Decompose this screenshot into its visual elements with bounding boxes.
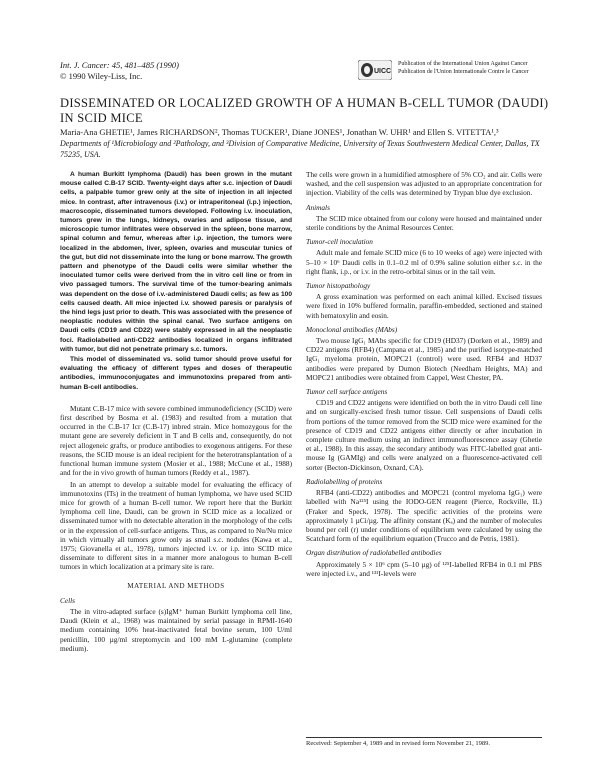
animals-heading: Animals: [306, 202, 330, 212]
right-column: [306, 170, 542, 580]
mabs-paragraph: Two mouse IgG₁ MAbs specific for CD19 (HD37) (Dorken et al., 1989) and CD22 antigens (RFB4) (Campana et al., 1985) and the purified isotype-matched IgG₁ myeloma protein, MOPC21 (control) were used. RFB4 and HD37 antibodies were prepared by Dumon Biotech (Needham Heights, MA) and MOPC21 antibodies were obtained from Cappel, West Chester, PA.: [306, 336, 542, 382]
cells-heading: Cells: [60, 595, 75, 605]
mabs-heading: Monoclonal antibodies (MAbs): [306, 324, 398, 334]
inoculation-paragraph: Adult male and female SCID mice (6 to 10 weeks of age) were injected with 5–10 × 10⁶ Daudi cells in 0.1–0.2 ml of 0.9% saline solution either s.c. in the right flank, i.p., or i.v. in the retro-orbital sinus or in the tail vein.: [306, 248, 542, 276]
animals-paragraph: The SCID mice obtained from our colony were housed and maintained under sterile conditions by the Animal Resources Center.: [306, 213, 542, 233]
journal-citation: Int. J. Cancer: 45, 481–485 (1990): [60, 60, 179, 70]
received-footnote: Received: September 4, 1989 and in revised form November 21, 1989.: [306, 737, 542, 748]
left-column: [60, 170, 292, 655]
intro-paragraph-2: In an attempt to develop a suitable model for evaluating the efficacy of immunotoxins (ITs) in the treatment of human lymphoma, we have used SCID mice for growth of a human B-cell tumor. We report here that the Burkitt lymphoma cell line, Daudi, can be grown in SCID mice as a localized or disseminated tumor with no detectable alteration in the morphology of the cells or in the expression of cell-surface antigens. Thus, as compared to Nu/Nu mice in which virtually all tumors grow only as small s.c. nodules (Kawa et al., 1975; Giovanella et al., 1978), tumors injected i.v. or i.p. into SCID mice disseminate to different sites in a manner more analogous to human B-cell tumors in which localization at a primary site is rare.: [60, 479, 292, 572]
cells-paragraph: The in vitro-adapted surface (s)IgM⁺ human Burkitt lymphoma cell line, Daudi (Klein et al., 1968) was maintained by serial passage in RPMI-1640 medium containing 10% heat-inactivated fetal bovine serum, 100 U/ml penicillin, 100 µg/ml streptomycin and 100 mM L-glutamine (complete medium).: [60, 606, 292, 653]
radiolabelling-heading: Radiolabelling of proteins: [306, 476, 383, 486]
histopathology-heading: Tumor histopathology: [306, 281, 371, 291]
histopathology-paragraph: A gross examination was performed on each animal killed. Excised tissues were fixed in 10% buffered formalin, paraffin-embedded, sectioned and stained with hematoxylin and eosin.: [306, 292, 542, 320]
publisher-block: [358, 60, 558, 80]
svg-text:UICC: UICC: [374, 68, 392, 75]
abstract-paragraph-2: This model of disseminated vs. solid tumor should prove useful for evaluating the efficacy of different types and doses of therapeutic antibodies, immunoconjugates and immunotoxins prepared from anti-human B-cell antibodies.: [60, 356, 292, 391]
antigens-heading: Tumor cell surface antigens: [306, 387, 388, 397]
abstract-paragraph-1: A human Burkitt lymphoma (Daudi) has been grown in the mutant mouse called C.B-17 SCID. Twenty-eight days after s.c. injection of Daudi cells, a palpable tumor grew only at the site of injection in all injected mice. In contrast, after intravenous (i.v.) or intraperitoneal (i.p.) injection, macroscopic, disseminated tumors developed. Following i.v. inoculation, tumors grew in the lungs, kidneys, ovaries and adipose tissue, and microscopic tumor infiltrates were observed in the spleen, bone marrow, spinal column and femur, whereas after i.p. injection, the tumors were localized in the abdomen, liver, spleen, ovaries and muscular tunics of the gut, but did not disseminate into the lung or bone marrow. The growth pattern and phenotype of the Daudi cells were similar whether the inoculated tumor cells were derived from the in vitro cell line or from in vivo passaged tumors. The survival time of the tumor-bearing animals was dependent on the dose of i.v.-administered Daudi cells; as few as 100 cells caused death. All mice injected i.v. showed paresis or paralysis of the hind legs just prior to death. This was associated with the presence of neoplastic nodules within the spinal canal. Two surface antigens on Daudi cells (CD19 and CD22) were stably expressed in all the neoplastic foci. Radiolabelled anti-CD22 antibodies localized in organs infiltrated with tumor, but did not penetrate primary s.c. tumors.: [60, 171, 292, 353]
cells-paragraph-continued: The cells were grown in a humidified atmosphere of 5% CO₂ and air. Cells were washed, and the cell suspension was adjusted to an appropriate concentration for injection. Viability of the cells was determined by Trypan blue dye exclusion.: [306, 170, 542, 198]
journal-header: [60, 60, 179, 82]
radiolabelling-paragraph: RFB4 (anti-CD22) antibodies and MOPC21 (control myeloma IgG₁) were labelled with Na¹²⁵I using the IODO-GEN reagent (Pierce, Rockville, IL) (Fraker and Speck, 1978). The specific activities of the proteins were approximately 1 µCi/µg. The affinity constant (Kₐ) and the number of molecules bound per cell (r) under conditions of equilibrium were calculated by using the Scatchard form of the equilibrium equation (Trucco and de Petris, 1981).: [306, 488, 542, 544]
publisher-line-en: Publication of the International Union Against Cancer: [398, 61, 528, 67]
publisher-line-fr: Publication de l'Union Internationale Contre le Cancer: [398, 69, 529, 75]
paper-title: DISSEMINATED OR LOCALIZED GROWTH OF A HUMAN B-CELL TUMOR (DAUDI) IN SCID MICE: [60, 96, 549, 125]
author-list: Maria-Ana GHETIE¹, James RICHARDSON², Thomas TUCKER¹, Diane JONES¹, Jonathan W. UHR¹ and Ellen S. VITETTA¹,³: [60, 127, 499, 137]
intro-paragraph-1: Mutant C.B-17 mice with severe combined immunodeficiency (SCID) were first described by Bosma et al. (1983) and resulted from a mutation that occurred in the C.B-17 Icr (C.B-17) inbred strain. Mice homozygous for the mutant gene are severely deficient in T and B cells and, consequently, do not reject allogeneic grafts, or produce antibodies to exogenous antigens. For these reasons, the SCID mouse is an ideal recipient for the heterotransplantation of a functional human immune system (Mosier et al., 1988; McCune et al., 1988) and for the in vivo growth of human tumors (Reddy et al., 1987).: [60, 403, 292, 478]
antigens-paragraph: CD19 and CD22 antigens were identified on both the in vitro Daudi cell line and on surgically-excised fresh tumor tissue. Cell suspensions of Daudi cells from portions of the tumor removed from the SCID mice were examined for the presence of CD19 and CD22 antigens either directly or after incubation in complete culture medium using an indirect immunofluorescence assay (Ghetie et al., 1988). In this assay, the secondary antibody was FITC-labelled goat anti-mouse Ig (GAMIg) and cells were analyzed on a fluorescence-activated cell sorter (Becton-Dickinson, Oxnard, CA).: [306, 398, 542, 472]
uicc-logo-icon: [358, 60, 392, 80]
author-affiliations: Departments of ¹Microbiology and ²Pathology, and ³Division of Comparative Medicine, University of Texas Southwestern Medical Center, Dallas, TX 75235, USA.: [60, 139, 540, 159]
distribution-paragraph: Approximately 5 × 10⁶ cpm (5–10 µg) of ¹²⁵I-labelled RFB4 in 0.1 ml PBS were injected i.v., and ¹³¹I-levels were: [306, 559, 542, 578]
distribution-heading: Organ distribution of radiolabelled antibodies: [306, 548, 442, 558]
methods-heading: MATERIAL AND METHODS: [127, 581, 225, 590]
copyright-line: © 1990 Wiley-Liss, Inc.: [60, 71, 143, 81]
publisher-text: [398, 60, 529, 76]
inoculation-heading: Tumor-cell inoculation: [306, 237, 373, 247]
